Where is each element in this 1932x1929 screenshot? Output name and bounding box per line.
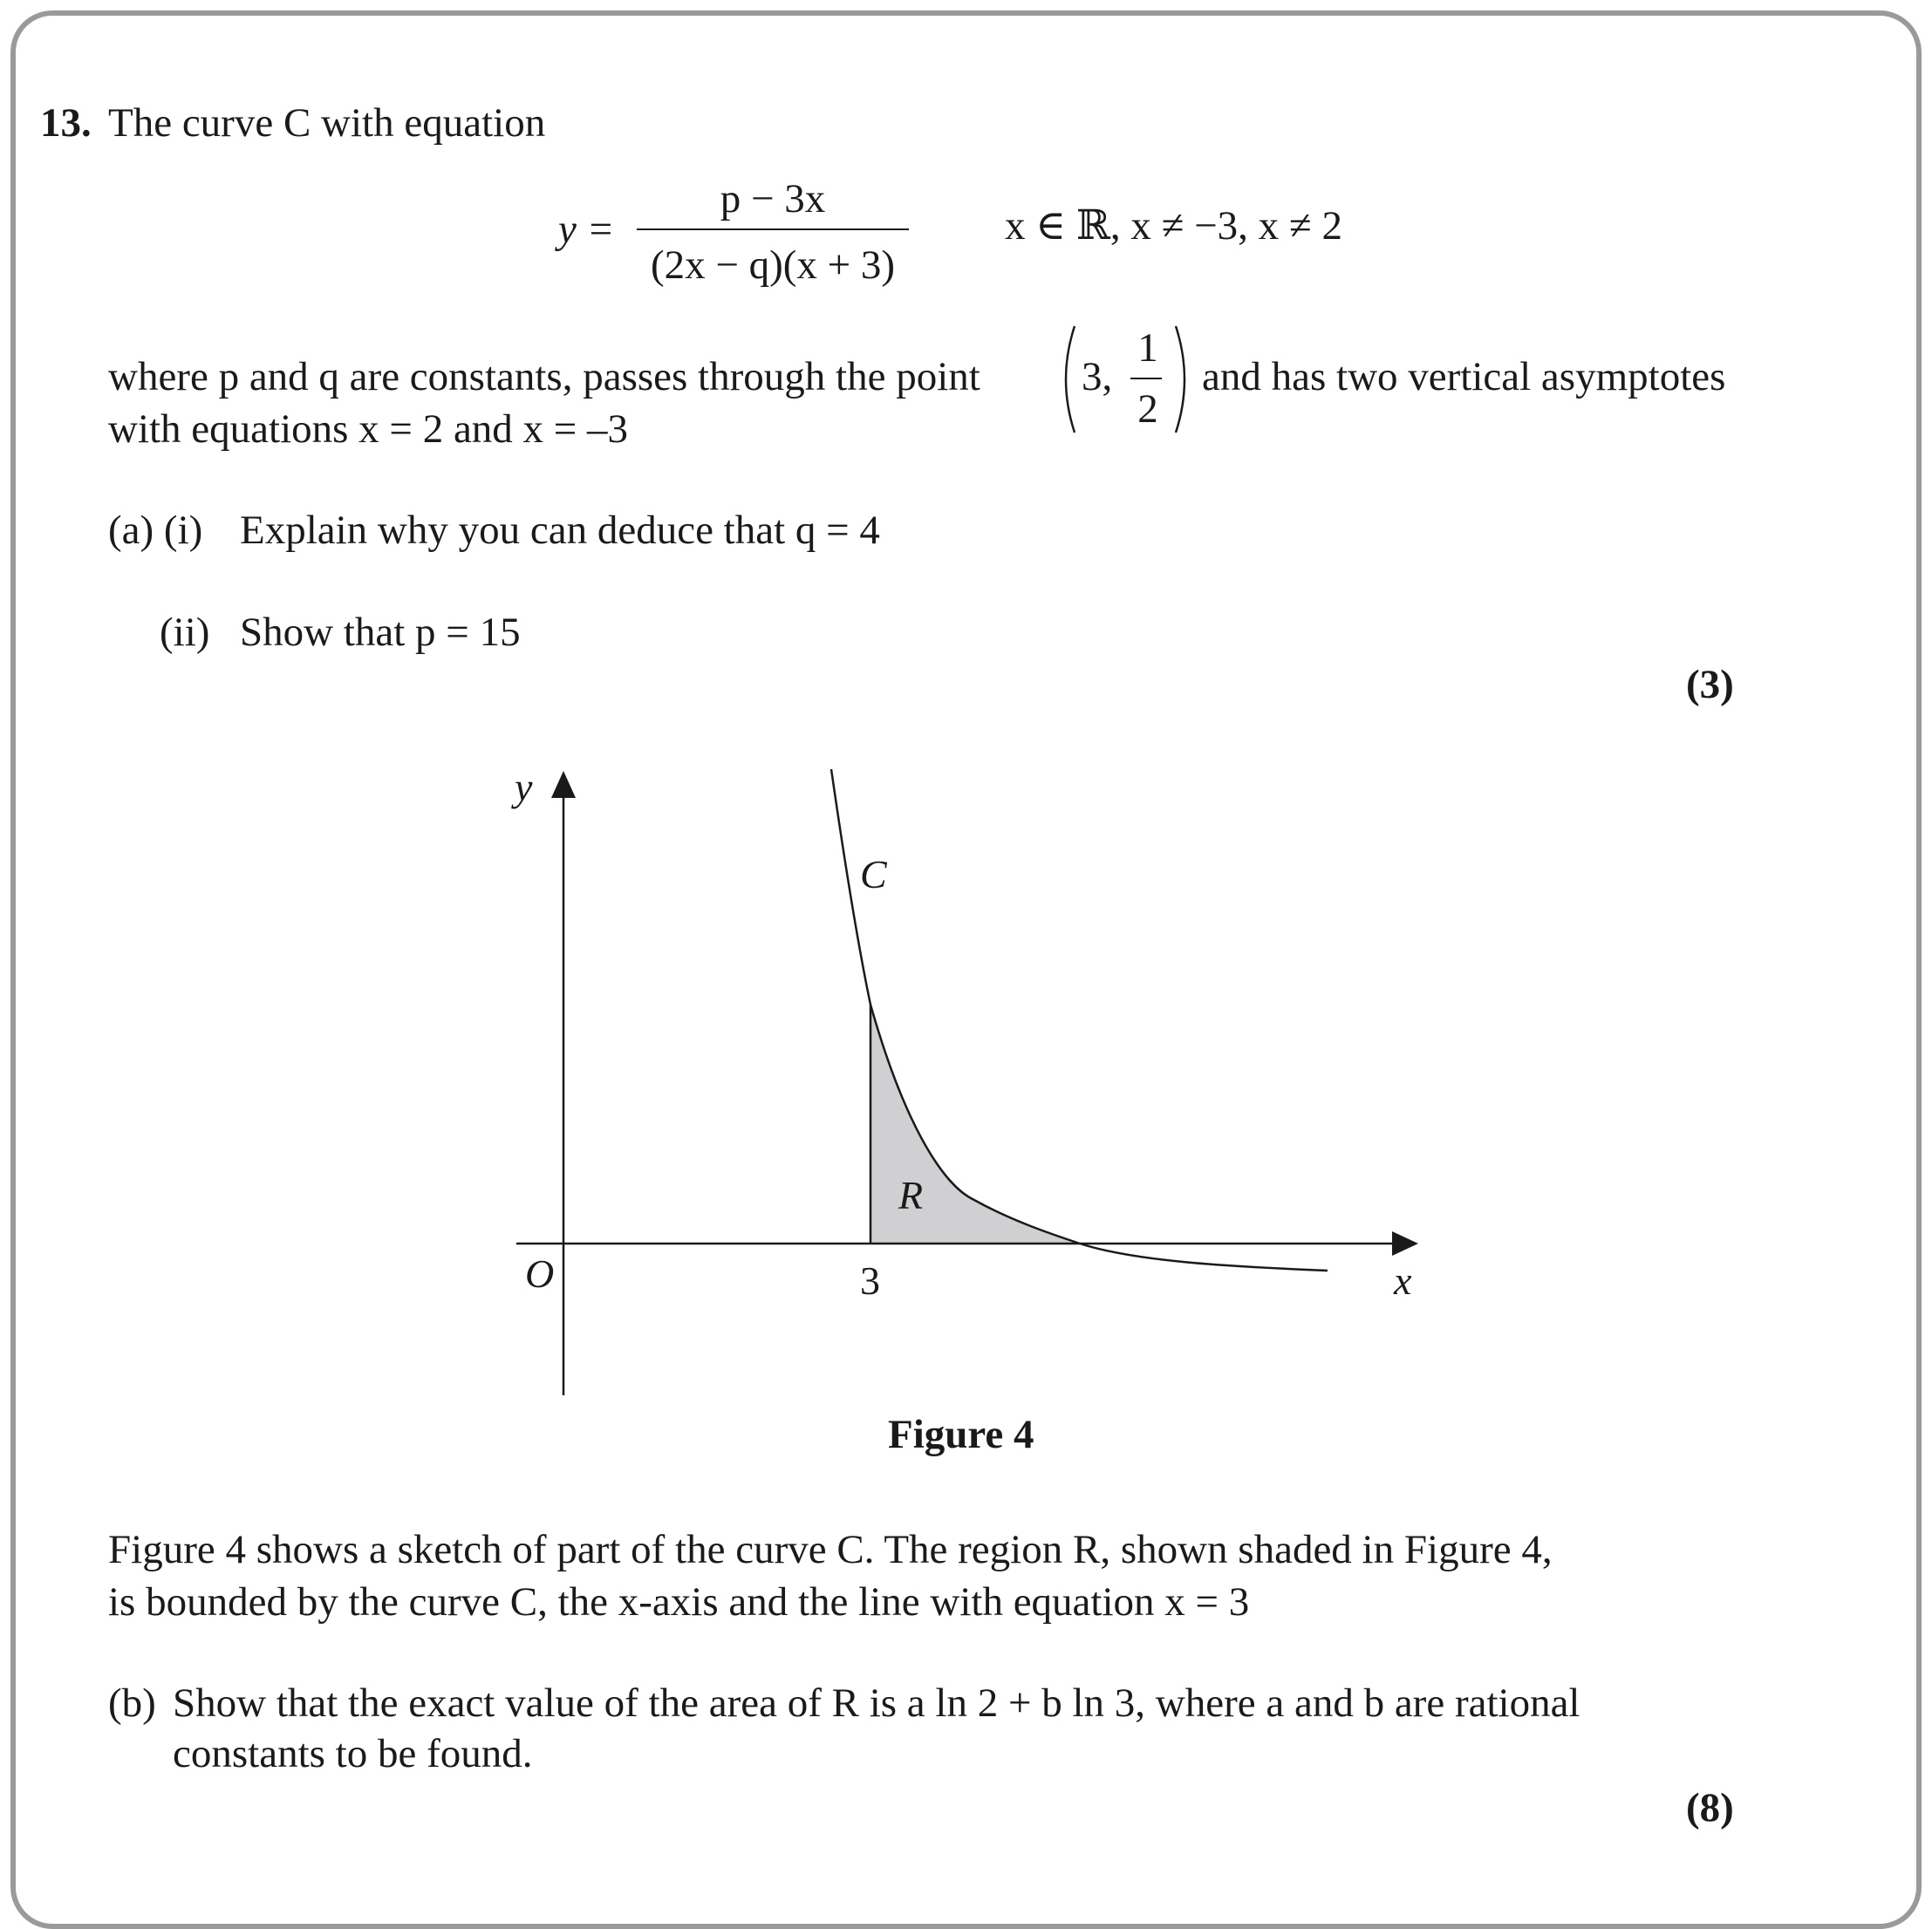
equation-numerator: p − 3x xyxy=(720,176,826,222)
marks-part-b: (8) xyxy=(1686,1785,1734,1830)
figure-description-line-1: Figure 4 shows a sketch of part of the curve C. The region R, shown shaded in Figure 4, xyxy=(108,1527,1553,1572)
part-a-ii-label: (ii) xyxy=(160,610,210,655)
curve-label-c: C xyxy=(860,852,887,896)
figure-caption: Figure 4 xyxy=(888,1412,1034,1457)
question-number: 13. xyxy=(40,100,92,146)
condition-line-2: with equations x = 2 and x = –3 xyxy=(108,406,629,452)
point-y-numerator: 1 xyxy=(1137,325,1158,371)
part-b-line-1: Show that the exact value of the area of R is a ln 2 + b ln 3, where a and b are rational xyxy=(173,1680,1580,1726)
part-a-i-label: (a) (i) xyxy=(108,508,203,553)
part-b-line-2: constants to be found. xyxy=(173,1731,533,1776)
part-a-ii-text: Show that p = 15 xyxy=(240,610,521,655)
y-axis-label: y xyxy=(515,765,533,809)
condition-line-1: where p and q are constants, passes through the point xyxy=(108,354,980,399)
origin-label: O xyxy=(525,1251,555,1296)
condition-line-1-end: and has two vertical asymptotes xyxy=(1202,354,1726,399)
x-axis-arrow xyxy=(1392,1231,1418,1256)
equation-denominator: (2x − q)(x + 3) xyxy=(650,242,896,288)
question-intro: The curve C with equation xyxy=(108,100,546,146)
x-axis-label: x xyxy=(1394,1258,1412,1303)
region-label-r: R xyxy=(898,1173,924,1217)
y-axis-arrow xyxy=(551,771,576,798)
figure-description-line-2: is bounded by the curve C, the x-axis and the line with equation x = 3 xyxy=(108,1579,1250,1625)
equation-domain: x ∈ ℝ, x ≠ −3, x ≠ 2 xyxy=(1005,203,1342,249)
marks-part-a: (3) xyxy=(1686,662,1734,707)
part-b-label: (b) xyxy=(108,1680,156,1726)
point-x: 3, xyxy=(1082,354,1113,399)
part-a-i-text: Explain why you can deduce that q = 4 xyxy=(240,508,880,553)
point-y-denominator: 2 xyxy=(1137,386,1158,432)
x-tick-label-3: 3 xyxy=(860,1258,880,1303)
equation-lhs: y = xyxy=(558,207,615,252)
